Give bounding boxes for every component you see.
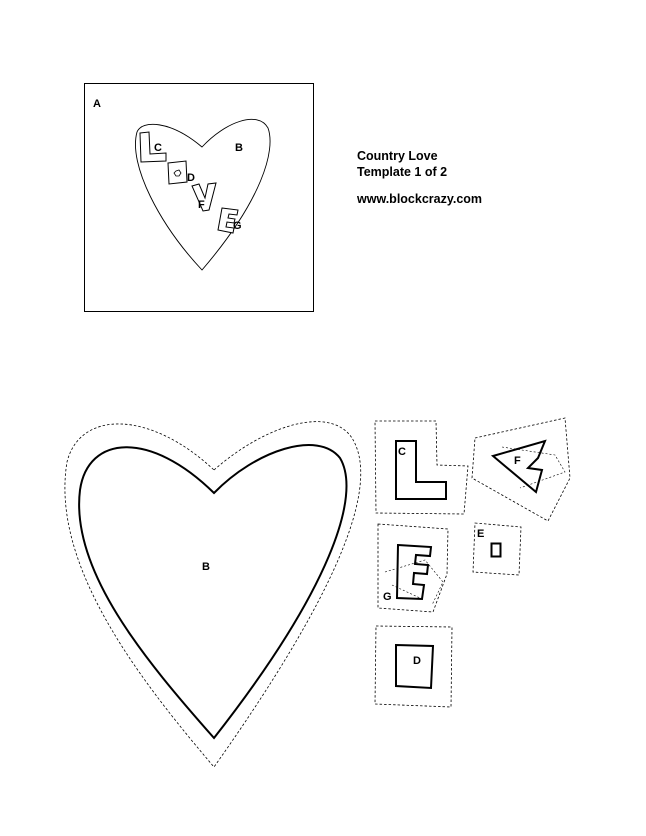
piece-f-label: F [514, 455, 521, 467]
label-f: F [198, 199, 205, 211]
template-number: Template 1 of 2 [357, 165, 448, 179]
piece-b [65, 422, 361, 767]
piece-g-letter-e [397, 545, 431, 599]
piece-c-label: C [398, 446, 406, 458]
piece-c-seam-allowance [375, 421, 468, 514]
label-b: B [235, 142, 243, 154]
piece-f-seam-allowance [472, 418, 570, 521]
label-a: A [93, 98, 101, 110]
template-title-block [357, 148, 482, 207]
preview-letter-o [168, 161, 187, 184]
piece-d [375, 626, 452, 707]
piece-g-label: G [383, 591, 392, 603]
piece-g [378, 524, 448, 612]
piece-f [472, 418, 570, 521]
label-c: C [154, 142, 162, 154]
piece-f-inner-guide [502, 447, 565, 488]
piece-c [375, 421, 468, 514]
website-url: www.blockcrazy.com [357, 192, 483, 206]
heart-seam-allowance [65, 422, 361, 767]
piece-e-label: E [477, 528, 485, 540]
piece-e [473, 523, 521, 575]
heart-cut-line [79, 445, 346, 738]
piece-e-shape [492, 544, 501, 557]
piece-d-label: D [413, 655, 421, 667]
piece-b-label: B [202, 561, 210, 573]
pattern-name: Country Love [357, 149, 438, 163]
preview-letter-l [140, 132, 166, 162]
label-d: D [187, 172, 195, 184]
label-g: G [233, 220, 242, 232]
block-preview [85, 84, 314, 312]
